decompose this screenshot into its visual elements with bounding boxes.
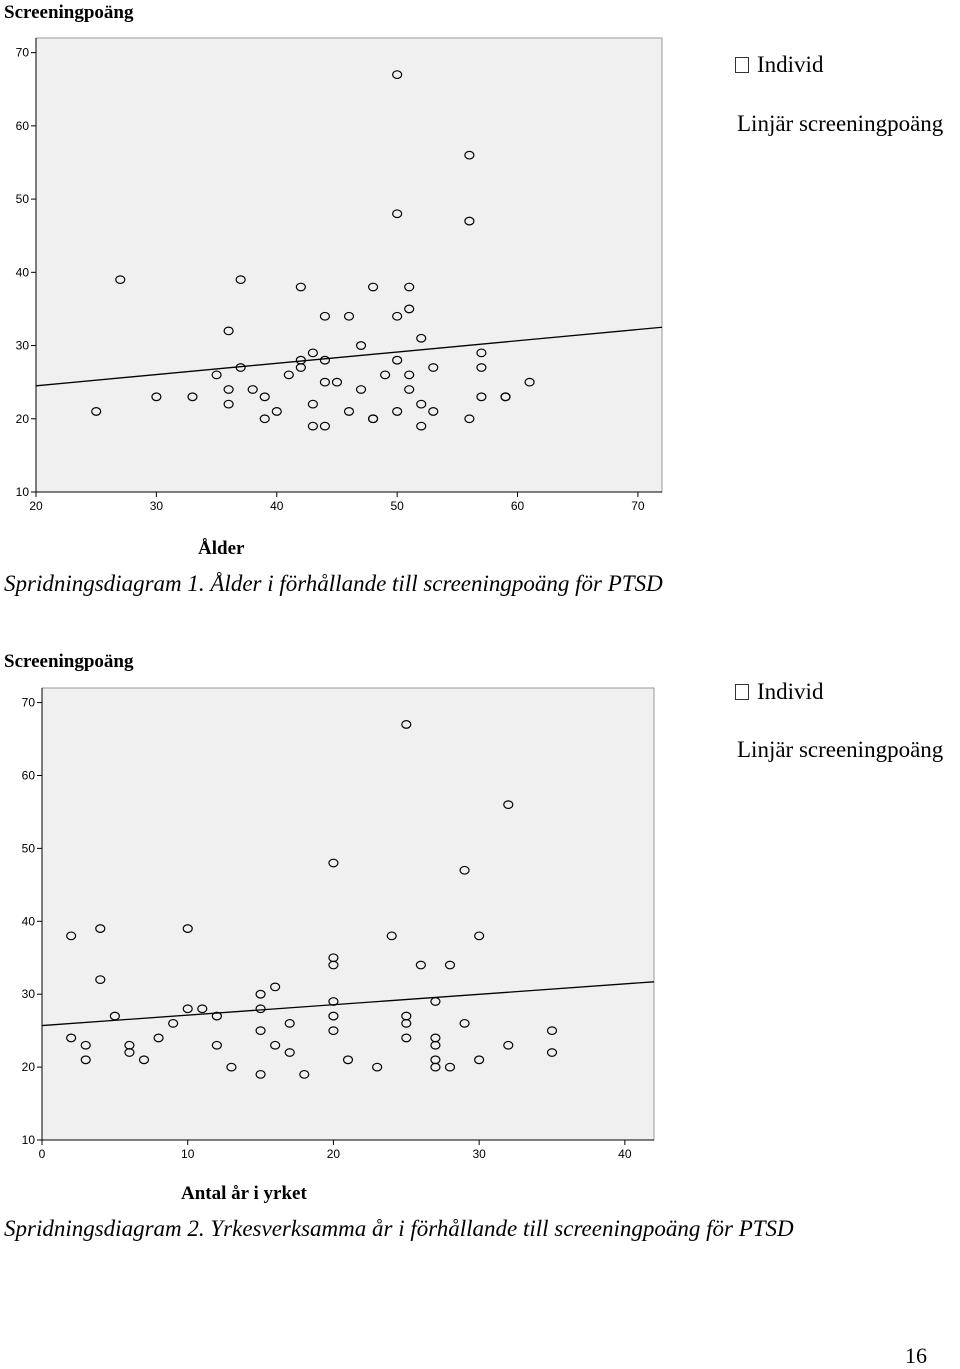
chart1-y-tick-label: 40 <box>15 265 29 280</box>
chart1-y-tick-label: 60 <box>15 118 29 133</box>
chart1-scatter-plot <box>0 30 680 522</box>
chart2-x-tick-label: 40 <box>618 1147 632 1161</box>
chart1-y-tick-label: 30 <box>15 338 29 353</box>
chart2-x-tick-label: 10 <box>181 1147 195 1161</box>
chart2-y-tick-label: 50 <box>21 841 35 856</box>
chart1-x-tick-label: 60 <box>510 499 525 513</box>
chart1-y-axis-label: Screeningpoäng <box>4 2 134 23</box>
chart2-legend-marker <box>735 679 823 705</box>
chart1-y-tick-label: 20 <box>15 411 29 426</box>
chart2-y-tick-label: 30 <box>21 987 35 1002</box>
chart1-x-tick-label: 40 <box>270 499 284 513</box>
chart1-legend-marker-label: Individ <box>757 52 824 77</box>
page-number: 16 <box>905 1343 927 1368</box>
chart2-y-tick-label: 10 <box>21 1133 35 1147</box>
chart2-scatter-plot <box>0 680 680 1170</box>
chart2-y-axis-label: Screeningpoäng <box>4 651 134 672</box>
chart2-caption: Spridningsdiagram 2. Yrkesverksamma år i förhållande till screeningpoäng för PTSD <box>4 1216 794 1241</box>
chart1-plot-area <box>36 38 662 492</box>
chart2-legend-marker-label: Individ <box>757 679 824 704</box>
chart1-x-tick-label: 30 <box>149 499 164 513</box>
chart2-x-tick-label: 0 <box>38 1147 46 1161</box>
chart2-y-tick-label: 70 <box>21 695 35 710</box>
chart2-legend-line-label: Linjär screeningpoäng <box>737 737 944 762</box>
chart2-y-tick-label: 60 <box>21 768 35 783</box>
chart1-y-tick-label: 50 <box>15 192 29 207</box>
chart1-x-tick-label: 20 <box>29 499 43 513</box>
chart2-x-axis-label: Antal år i yrket <box>181 1183 307 1204</box>
chart2-x-tick-label: 20 <box>326 1147 341 1161</box>
chart2-y-tick-label: 20 <box>21 1060 35 1075</box>
chart1-x-tick-label: 70 <box>631 499 645 513</box>
chart1-y-tick-label: 10 <box>15 485 29 499</box>
chart1-x-tick-label: 50 <box>390 499 404 513</box>
chart1-y-tick-label: 70 <box>15 45 29 60</box>
chart1-x-axis-label: Ålder <box>198 538 245 559</box>
legend-box-icon <box>735 57 749 73</box>
chart2-y-tick-label: 40 <box>21 914 35 929</box>
chart2-x-tick-label: 30 <box>472 1147 486 1161</box>
chart1-legend-marker <box>735 52 823 78</box>
legend-box-icon <box>735 684 749 700</box>
chart1-caption: Spridningsdiagram 1. Ålder i förhållande till screeningpoäng för PTSD <box>4 571 663 596</box>
chart1-legend-line-label: Linjär screeningpoäng <box>737 111 944 136</box>
chart2-plot-area <box>42 688 654 1140</box>
